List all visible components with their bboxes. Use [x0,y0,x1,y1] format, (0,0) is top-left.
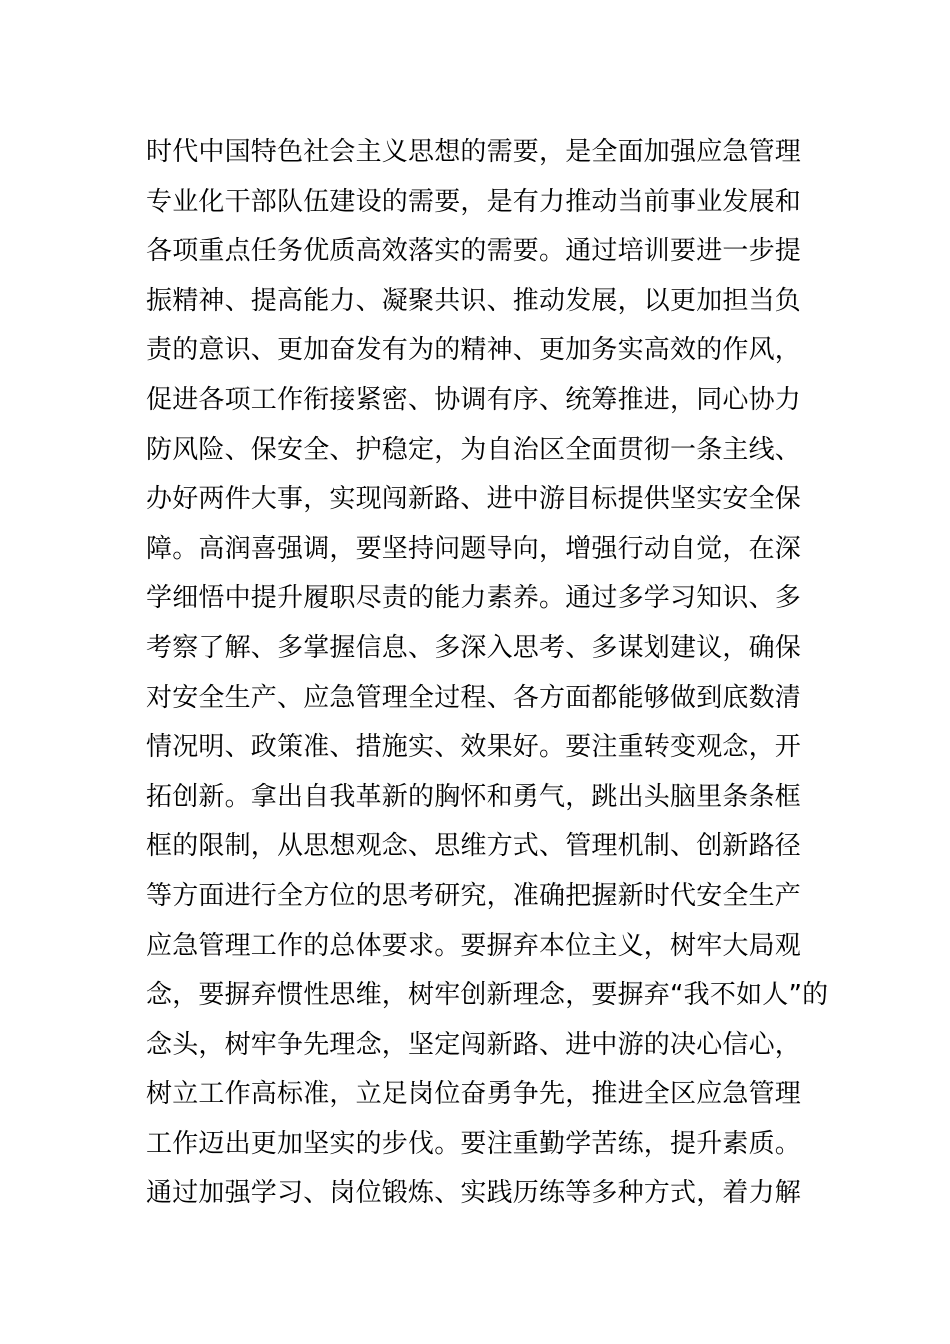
text-line: 拓创新。拿出自我革新的胸怀和勇气，跳出头脑里条条框 [146,781,802,812]
text-line: 对安全生产、应急管理全过程、各方面都能够做到底数清 [146,682,802,713]
text-line: 框的限制，从思想观念、思维方式、管理机制、创新路径 [146,831,802,862]
body-text [146,128,829,1219]
text-line: 责的意识、更加奋发有为的精神、更加务实高效的作风， [146,335,802,366]
text-line: 障。高润喜强调，要坚持问题导向，增强行动自觉，在深 [146,533,802,564]
text-line: 念头，树牢争先理念，坚定闯新路、进中游的决心信心， [146,1029,802,1060]
text-line: 促进各项工作衔接紧密、协调有序、统筹推进，同心协力 [146,384,802,415]
text-line: 工作迈出更加坚实的步伐。要注重勤学苦练，提升素质。 [146,1128,802,1159]
text-line: 情况明、政策准、措施实、效果好。要注重转变观念，开 [146,732,802,763]
text-line: 念，要摒弃惯性思维，树牢创新理念，要摒弃“我不如人”的 [146,980,829,1011]
text-line: 考察了解、多掌握信息、多深入思考、多谋划建议，确保 [146,632,802,663]
text-line: 专业化干部队伍建设的需要，是有力推动当前事业发展和 [146,186,802,217]
text-line: 学细悟中提升履职尽责的能力素养。通过多学习知识、多 [146,583,802,614]
text-line: 等方面进行全方位的思考研究，准确把握新时代安全生产 [146,880,802,911]
text-line: 防风险、保安全、护稳定，为自治区全面贯彻一条主线、 [146,434,802,465]
text-line: 办好两件大事，实现闯新路、进中游目标提供坚实安全保 [146,484,802,515]
text-line: 各项重点任务优质高效落实的需要。通过培训要进一步提 [146,236,802,267]
text-line: 应急管理工作的总体要求。要摒弃本位主义，树牢大局观 [146,930,802,961]
text-line: 通过加强学习、岗位锻炼、实践历练等多种方式，着力解 [146,1178,802,1209]
text-line: 树立工作高标准，立足岗位奋勇争先，推进全区应急管理 [146,1079,802,1110]
text-line: 时代中国特色社会主义思想的需要，是全面加强应急管理 [146,137,802,167]
text-line: 振精神、提高能力、凝聚共识、推动发展，以更加担当负 [146,285,802,316]
